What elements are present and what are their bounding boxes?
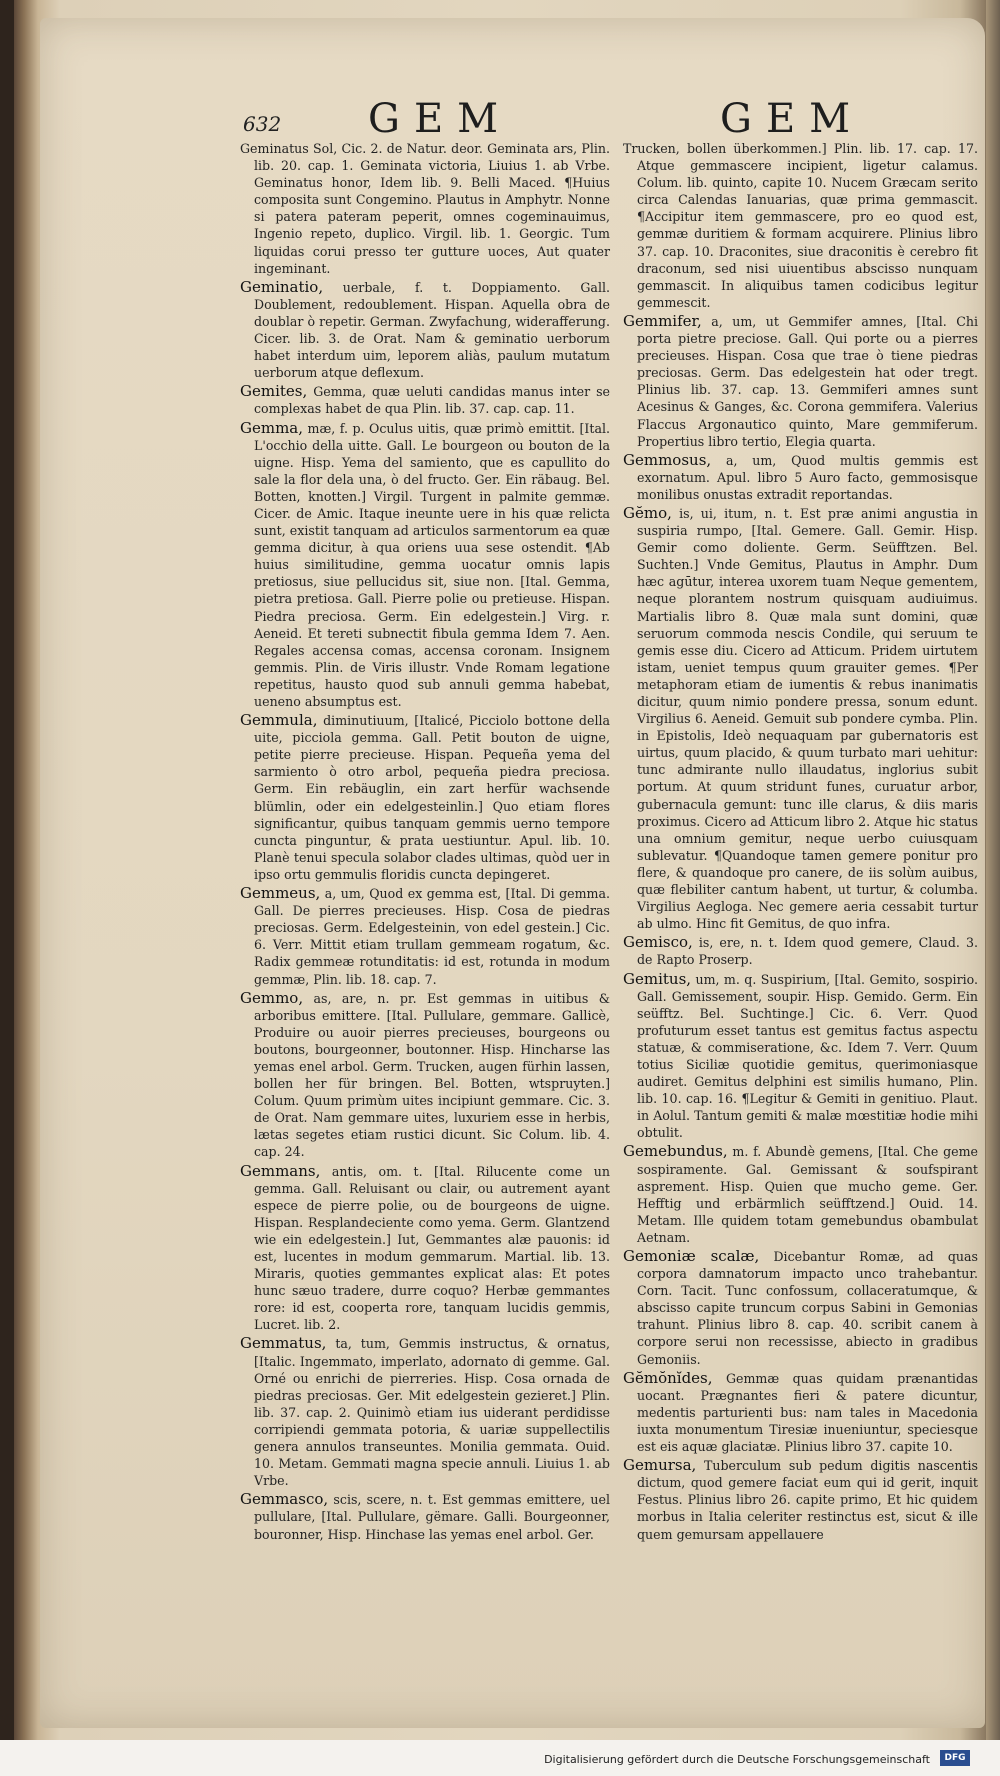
dfg-logo-icon: DFG [940,1750,970,1766]
entry-headword: Gĕmo, [623,503,672,522]
dictionary-entry [240,383,610,417]
entry-headword: Gemmasco, [240,1490,329,1509]
entry-headword: Gemma, [240,418,304,437]
dictionary-entry [623,934,978,968]
entry-text: uerbale, f. t. Doppiamento. Gall. Doublement, redoublement. Hispan. Aquella obra de doublar ò repetir. German. Zwyfachung, widerafferung. Cicer. lib. 3. de Orat. Nam & geminatio uerborum habet interdum uim, leporem aliàs, paulum mutatum uerborum atque deflexum. [254,279,610,381]
entry-text: m. f. Abundè gemens, [Ital. Che geme sospiramente. Gal. Gemissant & soufspirant asprement. Hisp. Quien que mucho geme. Ger. Hefftig und erbärmlich seüfftzend.] Ouid. 14. Metam. Ille quidem totam gemebundus obambulat Aetnam. [637,1144,978,1245]
page-number: 632 [243,112,282,136]
funding-credit: Digitalisierung gefördert durch die Deutsche Forschungsgemeinschaft [544,1753,930,1766]
entry-text: Dicebantur Romæ, ad quas corpora damnatorum impacto unco trahebantur. Corn. Tacit. Tunc confossum, collaceratumque, & abscisso capite truncum corpus Sabini in Gemonias trahunt. Plinius libro 8. cap. 40. scribit canem à corpore serui non recessisse, abiecto in gradibus Gemoniis. [637,1249,978,1367]
entry-text: ta, tum, Gemmis instructus, & ornatus, [Italic. Ingemmato, imperlato, adornato di gemme. Gal. Orné ou enrichi de pierreries. Hisp. Cosa ornada de piedras preciosas. Ger. Mit edelgestein gezieret.] Plin. lib. 37. cap. 2. Quinimò etiam ius uiderant perdidisse corripiendi gemmata potoria, & uariæ suppellectilis genera annulos transeuntes. Monilia gemmata. Ouid. 10. Metam. Gemmati magna specie annuli. Liuius 1. ab Vrbe. [254,1336,610,1489]
dictionary-entry [623,1370,978,1455]
entry-text: a, um, Quod ex gemma est, [Ital. Di gemma. Gall. De pierres precieuses. Hisp. Cosa de piedras preciosas. Germ. Edelgesteinin, von edel gestein.] Cic. 6. Verr. Mittit etiam trullam gemmeam rogatum, &c. Radix gemmeæ rotunditatis: id est, rotunda in modum gemmæ, Plin. lib. 18. cap. 7. [254,886,610,987]
entry-headword: Gemmatus, [240,1334,327,1353]
dictionary-entry [623,505,978,932]
entry-headword: Gemoniæ scalæ, [623,1247,760,1265]
entry-headword: Gemites, [240,382,308,401]
entry-text: um, m. q. Suspirium, [Ital. Gemito, sospirio. Gall. Gemissement, soupir. Hisp. Gemido. Germ. Ein seüfftz. Bel. Suchtinge.] Cic. 6. Verr. Quod profuturum esset tantus est gemitus factus aspectu statuæ, & commiseratione, &c. Idem 7. Verr. Quum totius Siciliæ quotidie gemitus, querimoniasque audiret. Gemitus delphini est similis humano, Plin. lib. 10. cap. 16. ¶Legitur & Gemiti in genitiuo. Plaut. in Aolul. Tantum gemiti & malæ mœstitiæ hodie mihi obtulit. [637,971,978,1141]
entry-text: scis, scere, n. t. Est gemmas emittere, uel pullulare, [Ital. Pullulare, gëmare. Galli. Bourgeonner, bouronner, Hisp. Hinchase las yemas enel arbol. Ger. [254,1492,610,1542]
entry-headword: Gemmans, [240,1161,321,1180]
running-head-left: GEM [368,96,513,142]
entry-text: Trucken, bollen überkommen.] Plin. lib. 17. cap. 17. Atque gemmascere incipient, ligetur calamus. Colum. lib. quinto, capite 10. Nucem Græcam serito circa Calendas Ianuarias, quæ prima gemmascit. ¶Accipitur item gemmascere, pro eo quod est, gemmæ duritiem & formam acquirere. Plinius libro 37. cap. 10. Draconites, siue draconitis è cerebro fit draconum, sed nisi uiuentibus abscisso nunquam gemmascit. In aliquibus tamen codicibus legitur gemmescit. [623,141,978,310]
dictionary-entry [623,313,978,450]
dictionary-entry [623,1143,978,1246]
dictionary-entry [240,885,610,988]
entry-text: Gemma, quæ ueluti candidas manus inter se complexas habet de qua Plin. lib. 37. cap. cap. 11. [254,384,610,417]
book-spine [0,0,14,1740]
dictionary-entry [240,1163,610,1334]
dictionary-entry [623,971,978,1142]
dictionary-entry [240,1335,610,1489]
entry-headword: Geminatio, [240,277,324,296]
dictionary-entry [623,1248,978,1368]
entry-text: Gemmæ quas quidam prænantidas uocant. Prægnantes fieri & patere dicuntur, medentis parturienti bus: nam tales in Macedonia iuxta monumentum Tiresiæ inueniuntur, speciesque est eis aquæ glaciatæ. Plinius libro 37. capite 10. [637,1370,978,1455]
entry-headword: Gemursa, [623,1456,697,1475]
entry-text: mæ, f. p. Oculus uitis, quæ primò emittit. [Ital. L'occhio della uitte. Gall. Le bourgeon ou bouton de la uigne. Hisp. Yema del samiento, que es capullito do sale la flor dela una, ò del fructo. Ger. Ein räbaug. Bel. Botten, knotten.] Virgil. Turgent in palmite gemmæ. Cicer. de Amic. Itaque ineunte uere in his quæ relicta sunt, existit tanquam ad articulos sarmentorum ea quæ gemma dicitur, à qua oriens uua sese ostendit. ¶Ab huius similitudine, gemma uocatur omnis lapis pretiosus, siue pellucidus sit, siue non. [Ital. Gemma, pietra pretiosa. Gall. Pierre polie ou pretieuse. Hispan. Piedra preciosa. Germ. Ein edelgestein.] Virg. r. Aeneid. Et tereti subnectit fibula gemma Idem 7. Aen. Regales accensa comas, accensa coronam. Insignem gemmis. Plin. de Viris illustr. Vnde Romam legatione repetitus, hausto quod sub annuli gemma habebat, ueneno absumptus est. [254,420,610,709]
entry-headword: Gemmula, [240,711,318,730]
page-header [0,88,1000,148]
digitization-footer [0,1740,1000,1776]
entry-headword: Gemisco, [623,933,693,952]
right-column [623,140,978,1545]
entry-text: Geminatus Sol, Cic. 2. de Natur. deor. Geminata ars, Plin. lib. 20. cap. 1. Geminata victoria, Liuius 1. ab Vrbe. Geminatus honor, Idem lib. 9. Belli Maced. ¶Huius composita sunt Congemino. Plautus in Amphytr. Nonne si patera pateram peperit, omnes cogeminauimus, Ingenio repeto, duplico. Virgil. lib. 1. Georgic. Tum liquidas corui presso ter gutture uoces, Aut quater ingeminant. [240,141,610,276]
running-head-right: GEM [720,96,865,142]
left-column [240,140,610,1545]
entry-headword: Gemmo, [240,988,304,1007]
dictionary-entry [240,990,610,1161]
entry-text: is, ere, n. t. Idem quod gemere, Claud. 3. de Rapto Proserp. [637,935,978,968]
dictionary-entry [240,712,610,883]
dictionary-entry [240,279,610,382]
dictionary-entry [240,140,610,277]
dictionary-entry [623,1457,978,1542]
entry-headword: Gemmifer, [623,311,702,330]
entry-headword: Gemebundus, [623,1142,728,1161]
entry-headword: Gĕmŏnĭdes, [623,1368,713,1387]
entry-text: as, are, n. pr. Est gemmas in uitibus & arboribus emittere. [Ital. Pullulare, gemmare. Gallicè, Produire ou auoir pierres precieuses, bourgeons ou boutons, bourgeonner, boutonner. Hisp. Hincharse las yemas enel arbol. Germ. Trucken, augen fürhin lassen, bollen her für bringen. Bel. Botten, wtspruyten.] Colum. Quum primùm uites incipiunt gemmare. Cic. 3. de Orat. Nam gemmare uites, luxuriem esse in herbis, lætas segetes etiam rustici dicunt. Sic Colum. lib. 4. cap. 24. [254,990,610,1160]
entry-text: antis, om. t. [Ital. Rilucente come un gemma. Gall. Reluisant ou clair, ou autrement ayant espece de pierre polie, ou de bourgeons de uigne. Hispan. Resplandeciente como yema. Germ. Glantzend wie ein edelgestein.] Iut, Gemmantes alæ pauonis: id est, lucentes in modum gemmarum. Martial. lib. 13. Miraris, quoties gemmantes explicat alas: Et potes hunc sæuo tradere, durre coquo? Herbæ gemmantes rore: id est, cooperta rore, tanquam lucidis gemmis, Lucret. lib. 2. [254,1163,610,1333]
dictionary-entry [240,420,610,711]
dictionary-entry [240,1491,610,1542]
entry-headword: Gemmosus, [623,450,712,469]
dictionary-entry [623,140,978,311]
entry-text: a, um, ut Gemmifer amnes, [Ital. Chi porta pietre preciose. Gall. Qui porte ou a pierres precieuses. Hispan. Cosa que trae ò tiene piedras preciosas. Germ. Das edelgestein hat oder tregt. Plinius lib. 37. cap. 13. Gemmiferi amnes sunt Acesinus & Ganges, &c. Corona gemmifera. Valerius Flaccus Argonautico quinto, Mare gemmiferum. Propertius libro tertio, Elegia quarta. [637,313,978,449]
entry-text: a, um, Quod multis gemmis est exornatum. Apul. libro 5 Auro facto, gemmosisque monilibus onustas extradit reportandas. [637,452,978,502]
dictionary-entry [623,452,978,503]
page-edge [986,0,1000,1740]
entry-text: diminutiuum, [Italicé, Picciolo bottone della uite, picciola gemma. Gall. Petit bouton de uigne, petite pierre precieuse. Hispan. Pequeña yema del sarmiento ò otro arbol, pequeña piedra preciosa. Germ. Ein rebäuglin, ein zart herfür wachsende blümlin, oder ein edelgesteinlin.] Quo etiam flores significantur, quibus tanquam gemmis uerno tempore cuncta pinguntur, & prata uestiuntur. Apul. lib. 10. Planè tenui specula solabor clades ultimas, quòd uer in ipso ortu gemmulis floridis cuncta depingeret. [254,713,611,882]
entry-headword: Gemmeus, [240,884,321,903]
entry-headword: Gemitus, [623,969,692,988]
entry-text: Tuberculum sub pedum digitis nascentis dictum, quod gemere faciat eum qui id gerit, inquit Festus. Plinius libro 26. capite primo, Et hic quidem morbus in Italia celeriter restinctus est, sicut & ille quem gemursam appellauere [637,1458,978,1542]
entry-text: is, ui, itum, n. t. Est præ animi angustia in suspiria rumpo, [Ital. Gemere. Gall. Gemir. Hisp. Gemir como doliente. Germ. Seüfftzen. Bel. Suchten.] Vnde Gemitus, Plautus in Amphr. Dum hæc agūtur, interea uxorem tuam Neque gementem, neque plorantem nostrum quisquam audiuimus. Martialis libro 8. Quæ mala sunt domini, quæ seruorum commoda nescis Condile, qui seruum te gemis esse diu. Cicero ad Atticum. Pridem uirtutem istam, ueniet tempus quum grauiter gemes. ¶Per metaphoram etiam de iumentis & rebus inanimatis dicitur, quum nimio pondere pressa, sonum edunt. Virgilius 6. Aeneid. Gemuit sub pondere cymba. Plin. in Epistolis, Ideò nequaquam par gubernatoris est uirtus, quum placido, & quum turbato mari uehitur: tunc admirante nullo illaudatus, inglorius subit portum. At quum stridunt funes, curuatur arbor, gubernacula gemunt: tunc ille clarus, & diis maris proximus. Cicero ad Atticum libro 2. Atque hic status una omnium gemitur, neque uerbo cuiusquam sublevatur. ¶Quandoque tamen gemere ponitur pro flere, & quandoque pro canere, de iis solùm auibus, quæ flebiliter cantum habent, ut turtur, & columba. Virgilius Aegloga. Nec gemere aeria cessabit turtur ab ulmo. Hinc fit Gemitus, de quo infra. [637,505,978,932]
